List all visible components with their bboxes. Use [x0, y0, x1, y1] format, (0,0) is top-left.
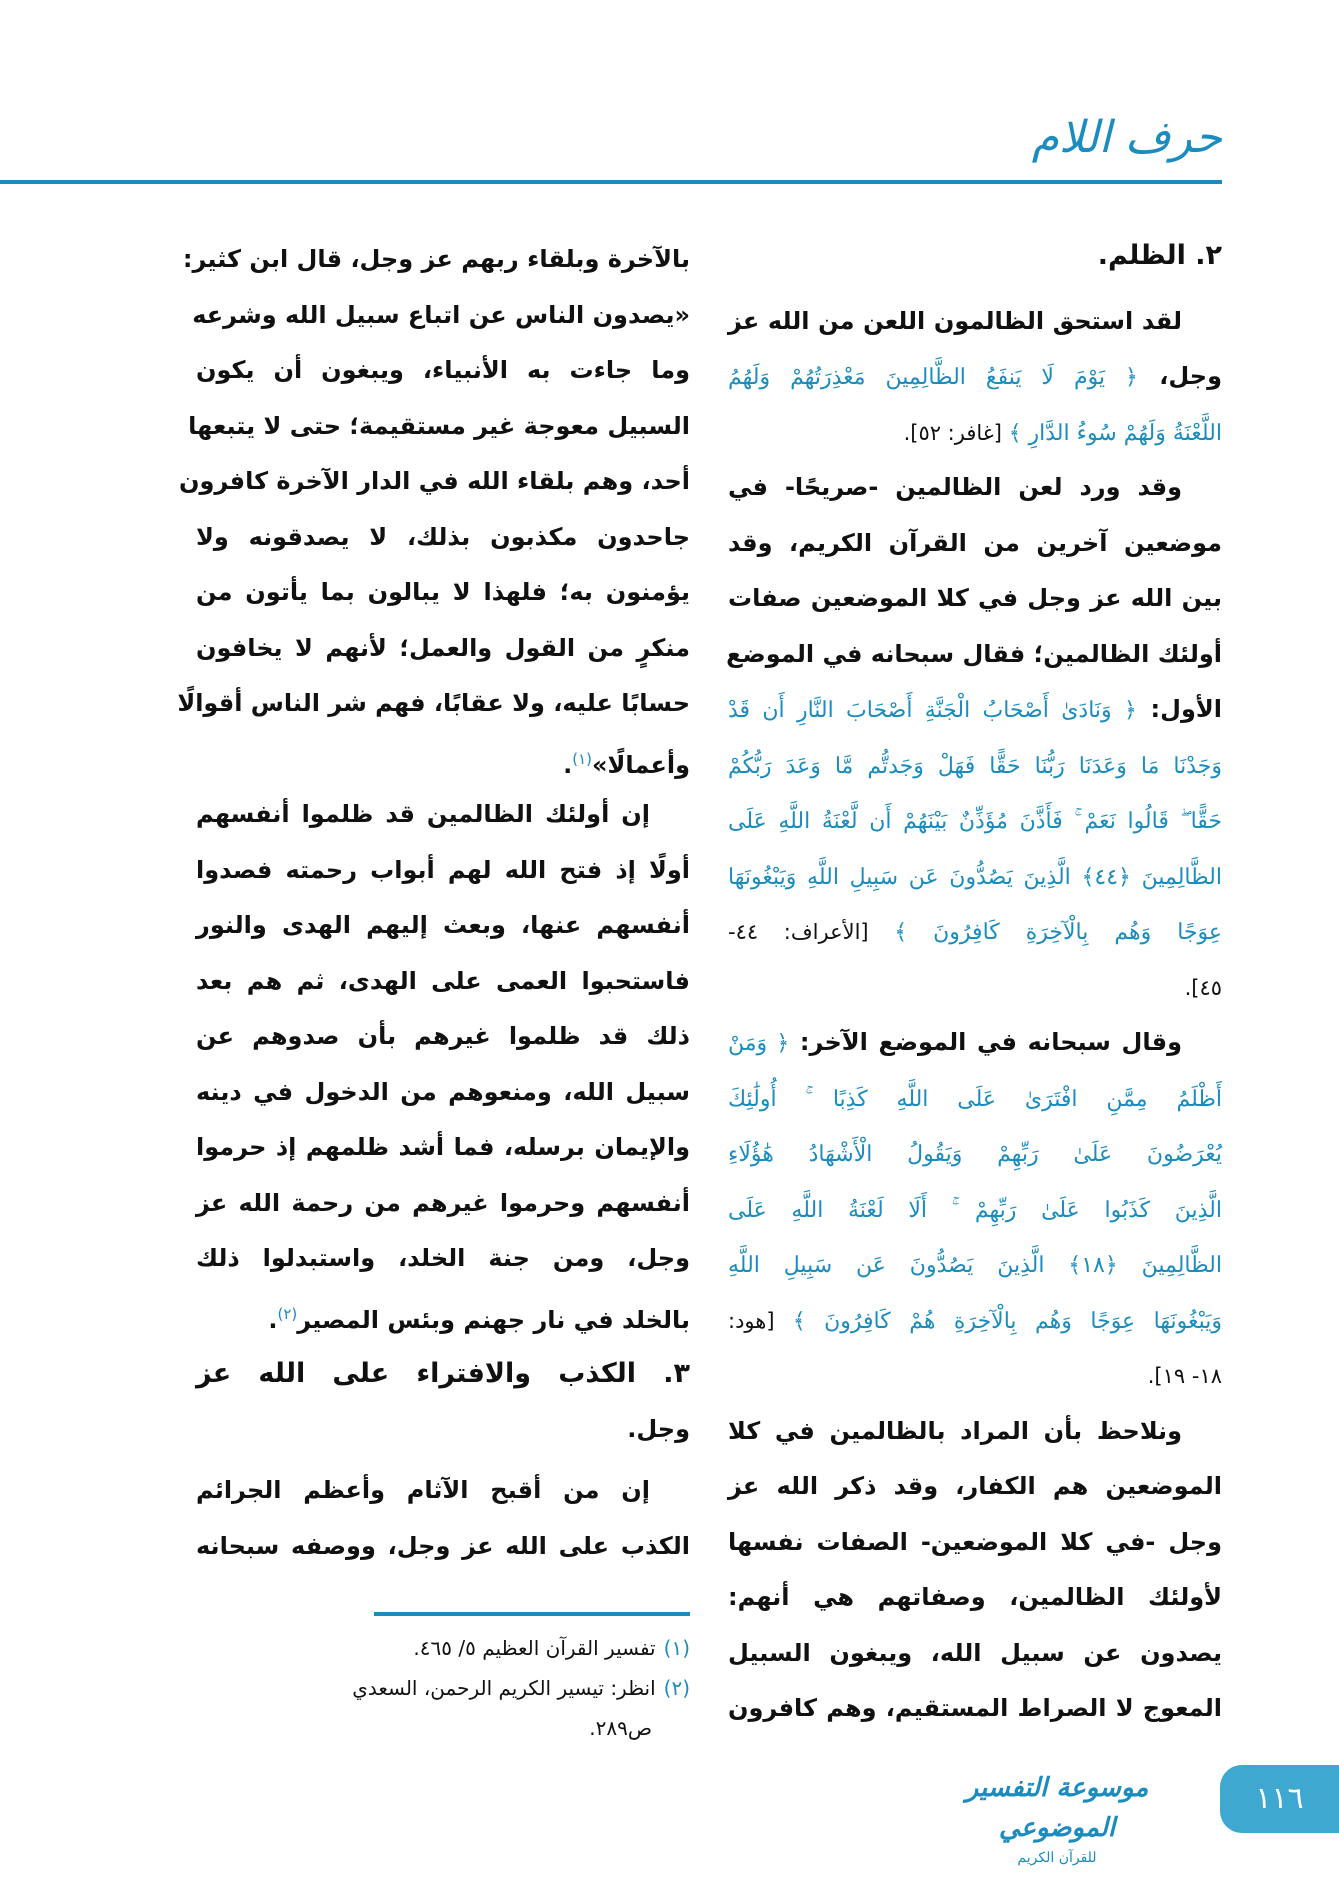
body-text: أولًا إذ فتح الله لهم أبواب رحمته فصدوا: [196, 855, 690, 884]
body-text: .: [563, 750, 573, 779]
body-text: أحد، وهم بلقاء الله في الدار الآخرة كافرون: [179, 467, 690, 495]
text-line: [728, 349, 1222, 405]
body-text: موضعين آخرين من القرآن الكريم، وقد: [728, 528, 1222, 557]
text-line: [728, 1570, 1222, 1626]
text-line: [728, 294, 1222, 350]
text-line: [728, 960, 1222, 1016]
quran-verse: الظَّالِمِينَ ﴿٤٤﴾ الَّذِينَ يَصُدُّونَ عَن سَبِيلِ اللَّهِ وَيَبْغُونَهَا: [728, 864, 1222, 890]
quran-verse: حَقًّا ۖ قَالُوا نَعَمْ ۚ فَأَذَّنَ مُؤَذِّنٌ بَيْنَهُمْ أَن لَّعْنَةُ اللَّهِ عَلَى: [728, 809, 1222, 834]
footnote-marker[interactable]: (١): [572, 749, 592, 768]
body-text: منكرٍ من القول والعمل؛ لأنهم لا يخافون: [196, 633, 690, 662]
footnote-2-continued: ص٢٨٩.: [589, 1716, 652, 1740]
text-line: [177, 676, 690, 732]
text-line: [728, 405, 1222, 461]
footnote-2: [196, 1668, 690, 1708]
right-column: [728, 228, 1222, 1737]
section-heading: [728, 228, 1222, 284]
footnote-1: [196, 1628, 690, 1668]
text-line: [728, 793, 1222, 849]
text-line: [728, 460, 1222, 516]
text-line: [728, 1459, 1222, 1515]
body-text: وجل.: [627, 1414, 690, 1443]
text-line: [196, 898, 690, 954]
text-line: [728, 627, 1222, 683]
quran-verse: وَجَدْنَا مَا وَعَدَنَا رَبُّنَا حَقًّا فَهَلْ وَجَدتُّم مَّا وَعَدَ رَبُّكُمْ: [728, 753, 1222, 779]
text-line: [196, 1176, 690, 1232]
body-text: إن من أقبح الآثام وأعظم الجرائم: [196, 1476, 650, 1504]
body-text: بالخلد في نار جهنم وبئس المصير: [297, 1305, 690, 1334]
body-text: وقال سبحانه في الموضع الآخر:: [789, 1028, 1182, 1056]
body-text: لقد استحق الظالمون اللعن من الله عز: [728, 306, 1182, 335]
body-text: أنفسهم وحرموا غيرهم من رحمة الله عز: [196, 1188, 690, 1217]
body-text: جاحدون مكذبون بذلك، لا يصدقونه ولا: [196, 522, 690, 551]
body-text: وأعمالًا»: [591, 750, 690, 779]
quran-verse: ﴿ وَمَنْ: [728, 1031, 790, 1056]
text-line: [196, 1519, 690, 1575]
text-line: [728, 849, 1222, 905]
text-line: [196, 954, 690, 1010]
body-text: المعوج لا الصراط المستقيم، وهم كافرون: [728, 1694, 1222, 1722]
text-line: [192, 288, 690, 344]
body-text: والإيمان برسله، فما أشد ظلمهم إذ حرموا: [196, 1133, 690, 1161]
body-text: وجل، ومن جنة الخلد، واستبدلوا ذلك: [196, 1244, 690, 1272]
text-line: [196, 343, 690, 399]
verse-reference: [هود:: [728, 1308, 793, 1333]
text-line: [179, 454, 690, 510]
body-text: وجل -في كلا الموضعين- الصفات نفسها: [728, 1527, 1222, 1556]
encyclopedia-logo: [934, 1768, 1180, 1866]
footnotes: [196, 1628, 690, 1748]
text-line: [196, 510, 690, 566]
body-text: الموضعين هم الكفار، وقد ذكر الله عز: [728, 1472, 1222, 1500]
text-line: [728, 1071, 1222, 1127]
body-text: السبيل معوجة غير مستقيمة؛ حتى لا يتبعها: [188, 411, 690, 440]
text-line: [196, 1287, 690, 1343]
body-text: ٣. الكذب والافتراء على الله عز: [196, 1358, 690, 1389]
body-text: حسابًا عليه، ولا عقابًا، فهم شر الناس أقوالًا: [177, 689, 690, 717]
body-text: وجل،: [1137, 362, 1223, 390]
text-line: [728, 1626, 1222, 1682]
text-line: [728, 1404, 1222, 1460]
body-text: سبيل الله، ومنعوهم من الدخول في دينه: [196, 1077, 690, 1106]
text-line: [728, 1681, 1222, 1737]
body-text: إن أولئك الظالمين قد ظلموا أنفسهم: [196, 800, 650, 828]
verse-reference: [الأعراف: ٤٤-: [728, 920, 895, 944]
body-text: الكذب على الله عز وجل، ووصفه سبحانه: [196, 1531, 690, 1560]
quran-verse: يُعْرَضُونَ عَلَىٰ رَبِّهِمْ وَيَقُولُ الْأَشْهَادُ هَٰؤُلَاءِ: [728, 1142, 1222, 1167]
quran-verse: أَظْلَمُ مِمَّنِ افْتَرَىٰ عَلَى اللَّهِ كَذِبًا ۚ أُولَٰئِكَ: [728, 1086, 1222, 1112]
text-line: [182, 232, 690, 288]
quran-verse: الظَّالِمِينَ ﴿١٨﴾ الَّذِينَ يَصُدُّونَ عَن سَبِيلِ اللَّهِ: [728, 1253, 1222, 1278]
logo-title: موسوعة التفسير الموضوعي: [965, 1773, 1149, 1843]
text-line: [196, 621, 690, 677]
text-line: [196, 565, 690, 621]
text-line: [188, 399, 690, 455]
footnote-divider: [374, 1612, 690, 1616]
quran-verse: عِوَجًا وَهُم بِالْآخِرَةِ كَافِرُونَ ﴾: [894, 920, 1222, 945]
header-divider: [0, 180, 1222, 184]
body-text: لأولئك الظالمين، وصفاتهم هي أنهم:: [728, 1583, 1222, 1611]
text-line: [196, 1463, 690, 1519]
body-text: يصدون عن سبيل الله، ويبغون السبيل: [728, 1638, 1222, 1667]
body-text: الأول:: [1136, 695, 1222, 723]
quran-verse: اللَّعْنَةُ وَلَهُمْ سُوءُ الدَّارِ ﴾: [1008, 420, 1222, 446]
text-line: [728, 1015, 1222, 1071]
footnote-number[interactable]: (١): [663, 1636, 690, 1660]
verse-reference: ١٨- ١٩].: [1147, 1364, 1222, 1388]
verse-reference: [غافر: ٥٢].: [903, 420, 1009, 445]
text-line: [728, 682, 1222, 738]
verse-reference: ٤٥].: [1184, 975, 1222, 1000]
footnote-text: تفسير القرآن العظيم ٥/ ٤٦٥.: [413, 1636, 656, 1660]
text-line: [196, 1009, 690, 1065]
body-text: أنفسهم عنها، وبعث إليهم الهدى والنور: [196, 911, 690, 939]
text-line: [196, 1231, 690, 1287]
body-text: فاستحبوا العمى على الهدى، ثم هم بعد: [196, 966, 690, 995]
text-line: [196, 1120, 690, 1176]
quran-verse: وَيَبْغُونَهَا عِوَجًا وَهُم بِالْآخِرَةِ هُمْ كَافِرُونَ ﴾: [792, 1308, 1223, 1334]
body-text: بين الله عز وجل في كلا الموضعين صفات: [728, 584, 1222, 612]
text-line: [728, 1237, 1222, 1293]
text-line: [728, 1126, 1222, 1182]
text-line: [196, 787, 690, 843]
text-line: [728, 1348, 1222, 1404]
text-line: [728, 571, 1222, 627]
quran-verse: الَّذِينَ كَذَبُوا عَلَىٰ رَبِّهِمْ ۚ أَلَا لَعْنَةُ اللَّهِ عَلَى: [728, 1197, 1222, 1223]
body-text: .: [268, 1305, 278, 1334]
text-line: [196, 1065, 690, 1121]
footnote-number[interactable]: (٢): [663, 1676, 690, 1700]
text-line: [728, 1515, 1222, 1571]
text-line: [728, 738, 1222, 794]
footnote-text: انظر: تيسير الكريم الرحمن، السعدي: [352, 1676, 656, 1700]
quran-verse: ﴿ يَوْمَ لَا يَنفَعُ الظَّالِمِينَ مَعْذِرَتُهُمْ وَلَهُمُ: [728, 365, 1138, 390]
body-text: ٢. الظلم.: [1097, 240, 1222, 271]
text-line: [196, 843, 690, 899]
body-text: ذلك قد ظلموا غيرهم بأن صدوهم عن: [196, 1022, 690, 1050]
body-text: أولئك الظالمين؛ فقال سبحانه في الموضع: [726, 639, 1222, 668]
body-text: وقد ورد لعن الظالمين -صريحًا- في: [728, 473, 1182, 501]
footnote-marker[interactable]: (٢): [277, 1304, 298, 1323]
text-line: [728, 904, 1222, 960]
text-line: [196, 1402, 690, 1458]
chapter-title: حرف اللام: [1031, 112, 1222, 163]
body-text: «يصدون الناس عن اتباع سبيل الله وشرعه: [192, 300, 690, 329]
body-text: ونلاحظ بأن المراد بالظالمين في كلا: [728, 1416, 1182, 1445]
text-line: [728, 516, 1222, 572]
body-text: وما جاءت به الأنبياء، ويبغون أن يكون: [196, 356, 690, 384]
section-heading: [196, 1346, 690, 1402]
quran-verse: ﴿ وَنَادَىٰ أَصْحَابُ الْجَنَّةِ أَصْحَابَ النَّارِ أَن قَدْ: [728, 698, 1137, 723]
body-text: يؤمنون به؛ فلهذا لا يبالون بما يأتون من: [196, 578, 690, 606]
text-line: [728, 1293, 1222, 1349]
logo-subtitle: للقرآن الكريم: [1017, 1850, 1097, 1866]
text-line: [728, 1182, 1222, 1238]
text-line: [196, 732, 690, 788]
left-column: [177, 232, 690, 1574]
body-text: بالآخرة وبلقاء ربهم عز وجل، قال ابن كثير:: [182, 245, 690, 273]
page-number-badge: ١١٦: [1220, 1765, 1339, 1833]
